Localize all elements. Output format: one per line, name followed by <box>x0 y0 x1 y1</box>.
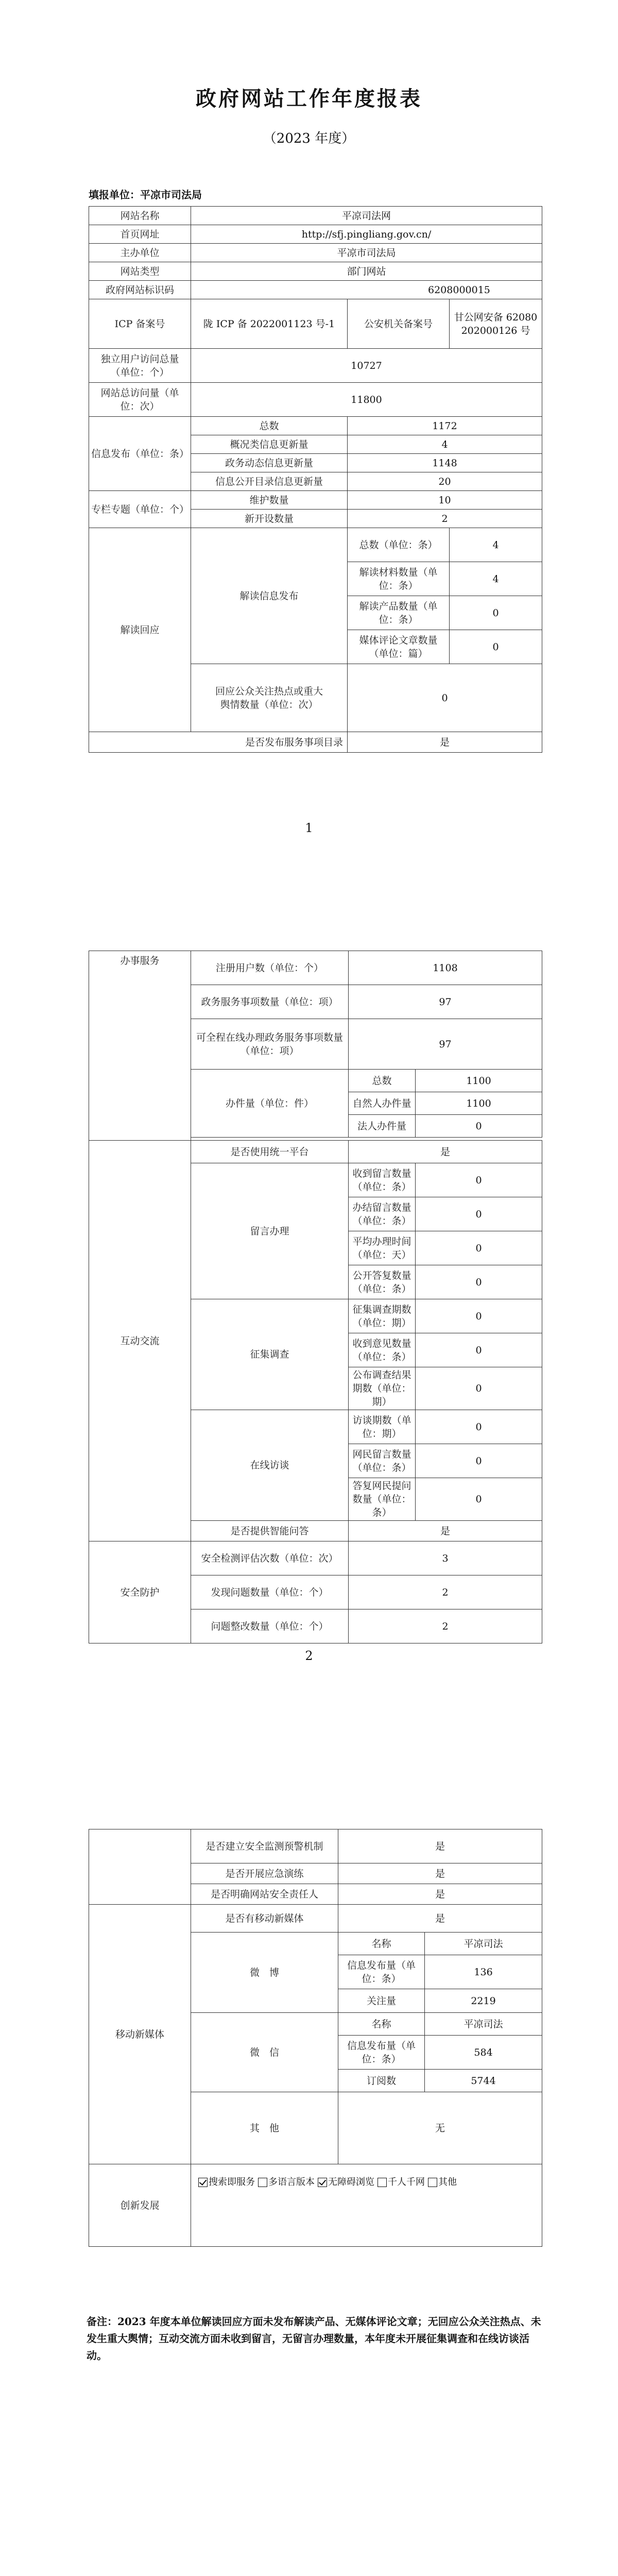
wechat-label: 微 信 <box>191 2013 338 2092</box>
other-media-label: 其 他 <box>191 2092 338 2164</box>
reporting-unit: 填报单位：平凉市司法局 <box>89 189 202 201</box>
drill-label: 是否开展应急演练 <box>191 1863 338 1884</box>
sec-check-label: 安全检测评估次数（单位：次） <box>191 1541 349 1575</box>
innovation-label: 创新发展 <box>89 2164 191 2247</box>
checkbox-icon <box>258 2178 267 2187</box>
handled-total-label: 总数 <box>349 1070 416 1092</box>
option-multilingual[interactable]: 多语言版本 <box>258 2176 315 2189</box>
site-name-value: 平凉司法网 <box>191 207 542 225</box>
has-media-value: 是 <box>338 1905 542 1933</box>
msg-time-value: 0 <box>416 1231 542 1265</box>
service-directory-label: 是否发布服务事项目录 <box>89 732 348 753</box>
sec-check-value: 3 <box>349 1541 542 1575</box>
handled-person-label: 自然人办件量 <box>349 1092 416 1115</box>
checkbox-icon <box>377 2178 387 2187</box>
hot-topic-value: 0 <box>348 664 542 732</box>
weibo-name-label: 名称 <box>338 1933 425 1955</box>
reg-users-value: 1108 <box>349 951 542 985</box>
info-news-label: 政务动态信息更新量 <box>191 454 348 472</box>
psb-value: 甘公网安备 62080202000126 号 <box>450 299 542 349</box>
column-maintain-value: 10 <box>348 491 542 510</box>
weibo-info-label: 信息发布量（单位：条） <box>338 1955 425 1989</box>
new-media-label: 移动新媒体 <box>89 1905 191 2164</box>
interp-total-label: 总数（单位：条） <box>348 528 450 562</box>
hot-topic-label: 回应公众关注热点或重大舆情数量（单位：次） <box>191 664 348 732</box>
weibo-name-value: 平凉司法 <box>425 1933 542 1955</box>
page-number: 2 <box>305 1649 313 1663</box>
online-items-label: 可全程在线办理政务服务事项数量（单位：项） <box>191 1019 349 1070</box>
message-handling-label: 留言办理 <box>191 1163 349 1299</box>
response-label: 解读回应 <box>89 528 191 732</box>
interview-num-label: 访谈期数（单位：期） <box>349 1410 416 1444</box>
msg-pub-value: 0 <box>416 1265 542 1299</box>
uv-value: 10727 <box>191 349 542 383</box>
column-label: 专栏专题（单位：个） <box>89 491 191 528</box>
site-name-label: 网站名称 <box>89 207 191 225</box>
basic-info-table <box>89 206 542 753</box>
survey-label: 征集调查 <box>191 1299 349 1410</box>
interpretation-label: 解读信息发布 <box>191 528 348 664</box>
interp-material-value: 4 <box>450 562 542 596</box>
site-id-value: 6208000015 <box>191 281 542 299</box>
info-news-value: 1148 <box>348 454 542 472</box>
interview-num-value: 0 <box>416 1410 542 1444</box>
smart-qa-value: 是 <box>349 1521 542 1541</box>
interp-product-label: 解读产品数量（单位：条） <box>348 596 450 630</box>
interview-q-label: 网民留言数量（单位：条） <box>349 1444 416 1478</box>
msg-done-value: 0 <box>416 1197 542 1231</box>
column-new-value: 2 <box>348 510 542 528</box>
reg-users-label: 注册用户数（单位：个） <box>191 951 349 985</box>
site-id-label: 政府网站标识码 <box>89 281 191 299</box>
info-total-label: 总数 <box>191 417 348 435</box>
info-total-value: 1172 <box>348 417 542 435</box>
service-items-value: 97 <box>349 985 542 1019</box>
owner-label: 是否明确网站安全责任人 <box>191 1884 338 1905</box>
innovation-options <box>191 2164 542 2247</box>
survey-opinion-label: 收到意见数量（单位：条） <box>349 1333 416 1367</box>
column-maintain-label: 维护数量 <box>191 491 348 510</box>
report-page-1 <box>0 0 618 876</box>
info-open-label: 信息公开目录信息更新量 <box>191 472 348 491</box>
wechat-subs-label: 订阅数 <box>338 2070 425 2092</box>
wechat-info-value: 584 <box>425 2036 542 2070</box>
interp-media-value: 0 <box>450 630 542 664</box>
monitor-label: 是否建立安全监测预警机制 <box>191 1829 338 1863</box>
option-search-service[interactable]: 搜索即服务 <box>198 2176 255 2189</box>
sponsor-value: 平凉市司法局 <box>191 244 542 262</box>
weibo-fans-value: 2219 <box>425 1989 542 2013</box>
wechat-info-label: 信息发布量（单位：条） <box>338 2036 425 2070</box>
weibo-label: 微 博 <box>191 1933 338 2013</box>
info-open-value: 20 <box>348 472 542 491</box>
option-accessibility[interactable]: 无障碍浏览 <box>318 2176 374 2189</box>
info-publish-label: 信息发布（单位：条） <box>89 417 191 491</box>
owner-value: 是 <box>338 1884 542 1905</box>
option-personalized[interactable]: 千人千网 <box>377 2176 425 2189</box>
sec-fixed-label: 问题整改数量（单位：个） <box>191 1609 349 1643</box>
page-number: 1 <box>305 821 313 835</box>
pv-label: 网站总访问量（单位：次） <box>89 383 191 417</box>
interview-label: 在线访谈 <box>191 1410 349 1521</box>
interp-product-value: 0 <box>450 596 542 630</box>
report-page-3 <box>0 1752 618 2576</box>
online-items-value: 97 <box>349 1019 542 1070</box>
site-type-label: 网站类型 <box>89 262 191 281</box>
weibo-fans-label: 关注量 <box>338 1989 425 2013</box>
handled-label: 办件量（单位：件） <box>191 1070 349 1138</box>
survey-opinion-value: 0 <box>416 1333 542 1367</box>
option-other[interactable]: 其他 <box>428 2176 457 2189</box>
report-year: （2023 年度） <box>263 131 355 146</box>
media-table <box>89 1829 542 2247</box>
msg-recv-label: 收到留言数量（单位：条） <box>349 1163 416 1197</box>
handled-legal-label: 法人办件量 <box>349 1115 416 1138</box>
work-service-label: 办事服务 <box>89 951 191 1141</box>
handled-total-value: 1100 <box>416 1070 542 1092</box>
interview-q-value: 0 <box>416 1444 542 1478</box>
report-page-2 <box>0 876 618 1752</box>
psb-label: 公安机关备案号 <box>348 299 450 349</box>
handled-legal-value: 0 <box>416 1115 542 1138</box>
weibo-info-value: 136 <box>425 1955 542 1989</box>
security-label: 安全防护 <box>89 1541 191 1643</box>
msg-done-label: 办结留言数量（单位：条） <box>349 1197 416 1231</box>
has-media-label: 是否有移动新媒体 <box>191 1905 338 1933</box>
msg-time-label: 平均办理时间（单位：天） <box>349 1231 416 1265</box>
info-overview-value: 4 <box>348 435 542 454</box>
survey-num-value: 0 <box>416 1299 542 1333</box>
survey-result-value: 0 <box>416 1367 542 1410</box>
sec-found-label: 发现问题数量（单位：个） <box>191 1575 349 1609</box>
uv-label: 独立用户访问总量（单位：个） <box>89 349 191 383</box>
pv-value: 11800 <box>191 383 542 417</box>
sec-found-value: 2 <box>349 1575 542 1609</box>
service-directory-value: 是 <box>348 732 542 753</box>
home-url-label: 首页网址 <box>89 225 191 244</box>
home-url-value: http://sfj.pingliang.gov.cn/ <box>191 225 542 244</box>
wechat-subs-value: 5744 <box>425 2070 542 2092</box>
smart-qa-label: 是否提供智能问答 <box>191 1521 349 1541</box>
handled-person-value: 1100 <box>416 1092 542 1115</box>
service-items-label: 政务服务事项数量（单位：项） <box>191 985 349 1019</box>
info-overview-label: 概况类信息更新量 <box>191 435 348 454</box>
monitor-value: 是 <box>338 1829 542 1863</box>
interview-a-label: 答复网民提问数量（单位：条） <box>349 1478 416 1521</box>
msg-pub-label: 公开答复数量（单位：条） <box>349 1265 416 1299</box>
interp-material-label: 解读材料数量（单位：条） <box>348 562 450 596</box>
site-type-value: 部门网站 <box>191 262 542 281</box>
unified-platform-value: 是 <box>349 1141 542 1163</box>
column-new-label: 新开设数量 <box>191 510 348 528</box>
page-title: 政府网站工作年度报表 <box>196 87 422 111</box>
unified-platform-label: 是否使用统一平台 <box>191 1141 349 1163</box>
interp-media-label: 媒体评论文章数量（单位：篇） <box>348 630 450 664</box>
checkbox-icon <box>428 2178 437 2187</box>
wechat-name-value: 平凉司法 <box>425 2013 542 2036</box>
other-media-value: 无 <box>338 2092 542 2164</box>
sponsor-label: 主办单位 <box>89 244 191 262</box>
interview-a-value: 0 <box>416 1478 542 1521</box>
remark-note: 备注：2023 年度本单位解读回应方面未发布解读产品、无媒体评论文章；无回应公众关注热点、未发生重大舆情；互动交流方面未收到留言，无留言办理数量，本年度未开展征集调查和在线访谈活动。 <box>87 2315 541 2362</box>
service-table <box>89 951 542 1643</box>
icp-value: 陇 ICP 备 2022001123 号-1 <box>191 299 348 349</box>
interaction-label: 互动交流 <box>89 1141 191 1541</box>
checkbox-icon <box>198 2178 208 2187</box>
sec-fixed-value: 2 <box>349 1609 542 1643</box>
interp-total-value: 4 <box>450 528 542 562</box>
wechat-name-label: 名称 <box>338 2013 425 2036</box>
survey-result-label: 公布调查结果期数（单位：期） <box>349 1367 416 1410</box>
drill-value: 是 <box>338 1863 542 1884</box>
icp-label: ICP 备案号 <box>89 299 191 349</box>
msg-recv-value: 0 <box>416 1163 542 1197</box>
survey-num-label: 征集调查期数（单位：期） <box>349 1299 416 1333</box>
checkbox-icon <box>318 2178 327 2187</box>
